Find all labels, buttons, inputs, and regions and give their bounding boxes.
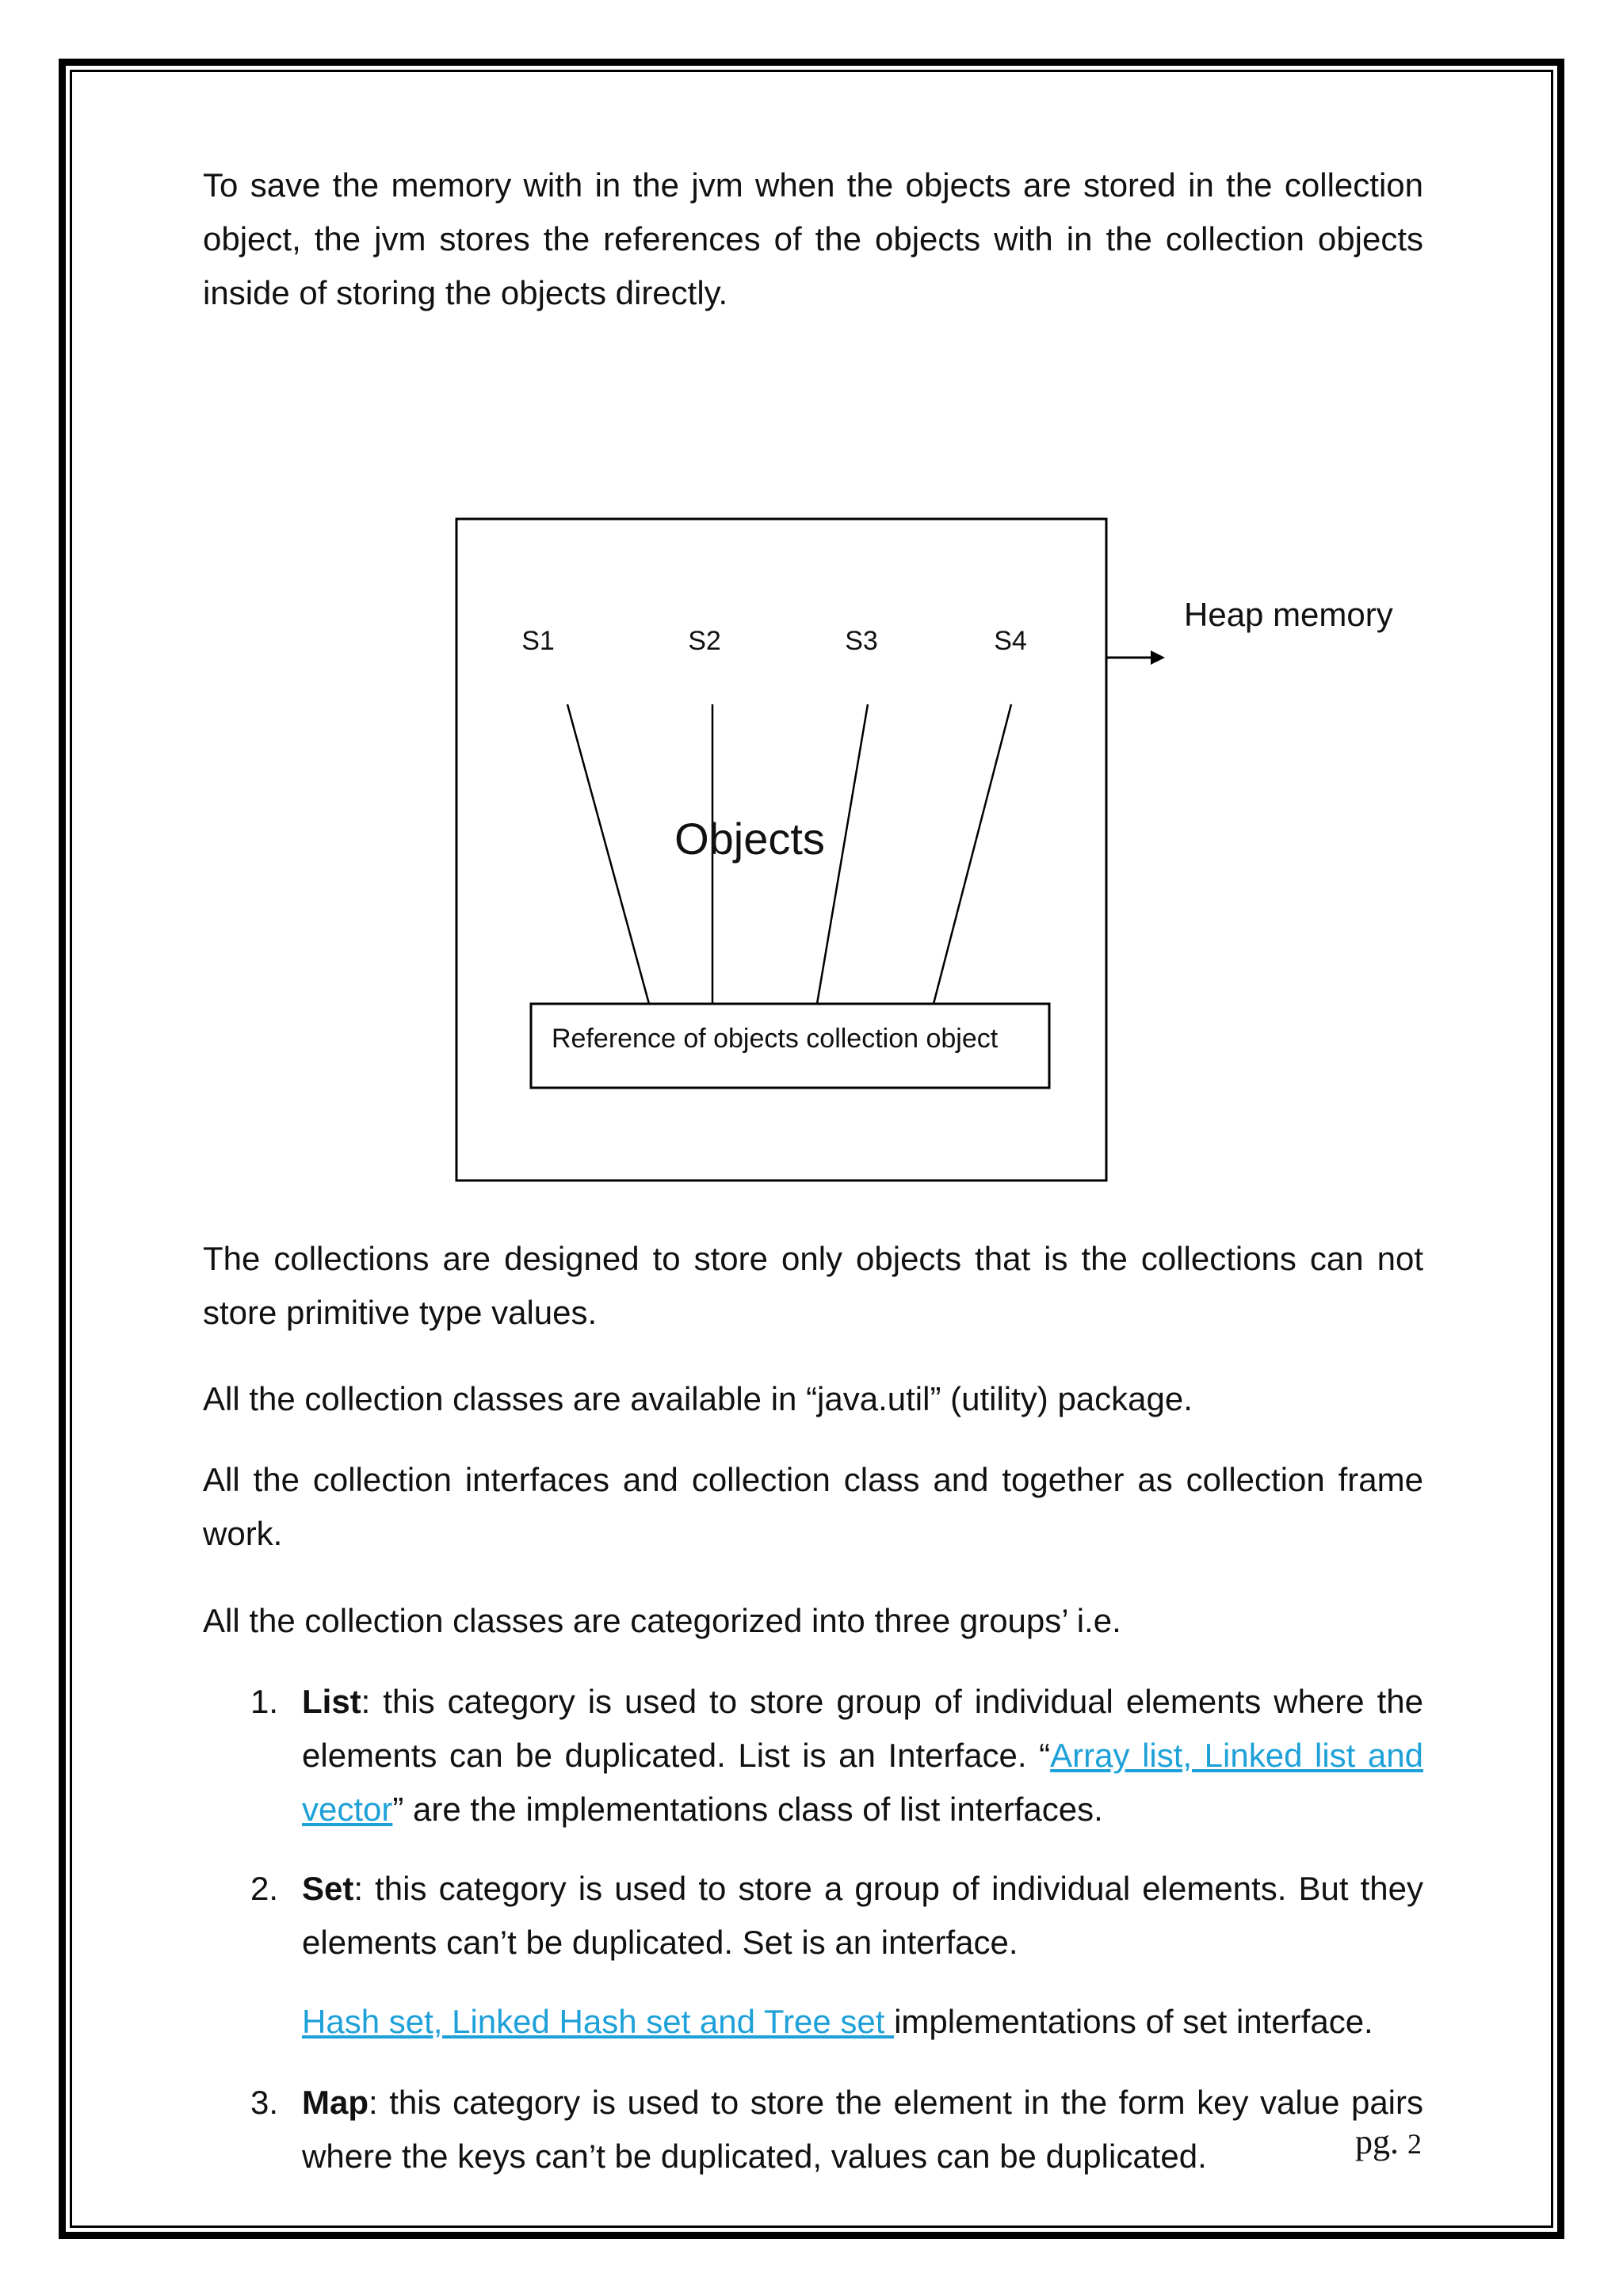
list-item-text bbox=[302, 2076, 1423, 2183]
paragraph-framework: All the collection interfaces and collection class and together as collection frame work. bbox=[203, 1461, 1423, 1552]
map-term: Map bbox=[302, 2084, 369, 2121]
set-term: Set bbox=[302, 1870, 354, 1907]
heap-memory-label: Heap memory bbox=[1184, 596, 1393, 633]
list-item-number: 3. bbox=[250, 2084, 279, 2121]
heap-memory-diagram bbox=[203, 499, 1423, 1196]
page-prefix: pg. bbox=[1355, 2122, 1399, 2161]
list-item-text bbox=[302, 1675, 1423, 1836]
page-number bbox=[1355, 2120, 1422, 2166]
object-label-s4: S4 bbox=[994, 626, 1027, 656]
object-label-s1: S1 bbox=[521, 626, 555, 656]
object-label-s2: S2 bbox=[688, 626, 721, 656]
list-item-text bbox=[302, 1862, 1423, 1970]
set-implementations-line bbox=[302, 1995, 1423, 2049]
paragraph-java-util: All the collection classes are available in “java.util” (utility) package. bbox=[203, 1380, 1193, 1417]
list-description-end: ” are the implementations class of list interfaces. bbox=[392, 1791, 1103, 1828]
set-implementations-text: implementations of set interface. bbox=[894, 2003, 1373, 2040]
paragraph-memory: To save the memory with in the jvm when the objects are stored in the collection object, the jvm stores the references of the objects with in the collection objects inside of storing the objects directly. bbox=[203, 166, 1423, 311]
map-description: : this category is used to store the element in the form key value pairs where the keys can’t be duplicated, values can be duplicated. bbox=[302, 2084, 1423, 2175]
connector-s4 bbox=[934, 704, 1011, 1004]
list-implementations-link[interactable]: Array list, Linked list and vector bbox=[302, 1737, 1423, 1828]
object-label-s3: S3 bbox=[845, 626, 878, 656]
set-description: : this category is used to store a group of individual elements. But they elements can’t be duplicated. Set is an interface. bbox=[302, 1870, 1423, 1961]
connector-s1 bbox=[567, 704, 649, 1004]
heap-arrow-head bbox=[1151, 650, 1165, 665]
set-implementations-link[interactable]: Hash set, Linked Hash set and Tree set bbox=[302, 2003, 895, 2040]
list-description: : this category is used to store group of individual elements where the elements can be duplicated. List is an Interface. “ bbox=[302, 1683, 1423, 1774]
list-item-number: 1. bbox=[250, 1683, 279, 1720]
reference-box-label: Reference of objects collection object bbox=[552, 1024, 999, 1054]
list-term: List bbox=[302, 1683, 361, 1720]
list-item-number: 2. bbox=[250, 1870, 279, 1907]
objects-label: Objects bbox=[674, 814, 825, 864]
page-number-value: 2 bbox=[1407, 2128, 1422, 2160]
paragraph-categories: All the collection classes are categorized into three groups’ i.e. bbox=[203, 1602, 1121, 1639]
paragraph-collections-objects: The collections are designed to store only objects that is the collections can not store primitive type values. bbox=[203, 1240, 1423, 1331]
